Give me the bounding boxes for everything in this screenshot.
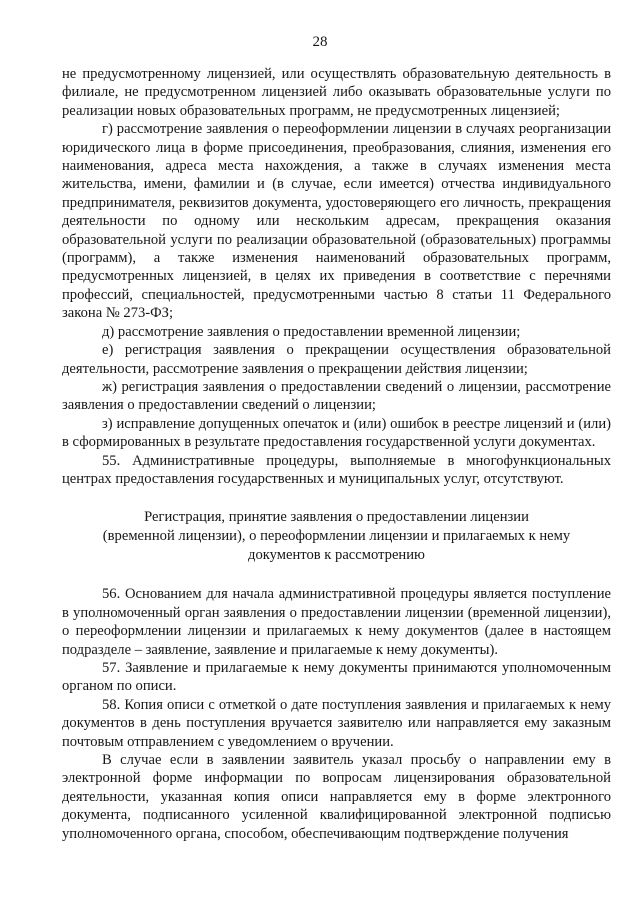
paragraph-item-zh: ж) регистрация заявления о предоставлении сведений о лицензии, рассмотрение заявления о предоставлении сведений о лицензии;	[62, 378, 611, 414]
paragraph-56: 56. Основанием для начала административной процедуры является поступление в уполномоченный орган заявления о предоставлении лицензии (временной лицензии), о переоформлении лицензии и прилагаемых к нему документов (далее в настоящем подразделе – заявление, заявление и прилагаемые к нему документы).	[62, 586, 611, 658]
paragraph-58: 58. Копия описи с отметкой о дате поступления заявления и прилагаемых к нему документов в день поступления вручается заявителю или направляется ему заказным почтовым отправлением с уведомлением о вручении.	[62, 696, 611, 750]
paragraph-57: 57. Заявление и прилагаемые к нему документы принимаются уполномоченным органом по описи.	[62, 659, 611, 695]
page-number: 28	[312, 34, 328, 50]
section-heading-line-2: (временной лицензии), о переоформлении лицензии и прилагаемых к нему	[102, 528, 571, 545]
paragraph-item-d: д) рассмотрение заявления о предоставлении временной лицензии;	[102, 323, 521, 340]
section-heading-line-3: документов к рассмотрению	[248, 547, 425, 564]
section-heading	[62, 508, 611, 565]
document-body	[62, 65, 611, 843]
paragraph-item-z: з) исправление допущенных опечаток и (или) ошибок в реестре лицензий и (или) в сформированных в результате предоставления государственной услуги документах.	[62, 415, 611, 451]
section-heading-line-1: Регистрация, принятие заявления о предоставлении лицензии	[144, 509, 529, 526]
paragraph-55: 55. Административные процедуры, выполняемые в многофункциональных центрах предоставления государственных и муниципальных услуг, отсутствуют.	[62, 452, 611, 487]
paragraph-top-0: не предусмотренному лицензией, или осуществлять образовательную деятельность в филиале, не предусмотренном лицензией либо оказывать образовательные услуги по реализации новых образовательных программ, не предусмотренных лицензией;	[62, 66, 611, 119]
paragraph-item-g: г) рассмотрение заявления о переоформлении лицензии в случаях реорганизации юридического лица в форме присоединения, преобразования, слияния, изменения его наименования, адреса места нахождения, а также в случаях изменения места жительства, имени, фамилии и (в случае, если имеется) отчества индивидуального предпринимателя, реквизитов документа, удостоверяющего его личность, прекращения деятельности по одному или нескольким адресам, прекращения оказания образовательной услуги по реализации образовательной (образовательных) программы (программ), а также изменения наименований образовательных программ, предусмотренных лицензией, в целях их приведения в соответствие с перечнями профессий, специальностей, предусмотренными частью 8 статьи 11 Федерального закона № 273-ФЗ;	[62, 121, 611, 322]
paragraph-58-electronic: В случае если в заявлении заявитель указал просьбу о направлении ему в электронной форме информации по вопросам лицензирования образовательной деятельности, указанная копия описи направляется ему в форме электронного документа, подписанного усиленной квалифицированной электронной подписью уполномоченного органа, способом, обеспечивающим подтверждение получения	[62, 752, 611, 842]
paragraph-item-e: е) регистрация заявления о прекращении осуществления образовательной деятельности, рассмотрение заявления о прекращении действия лицензии;	[62, 342, 611, 377]
